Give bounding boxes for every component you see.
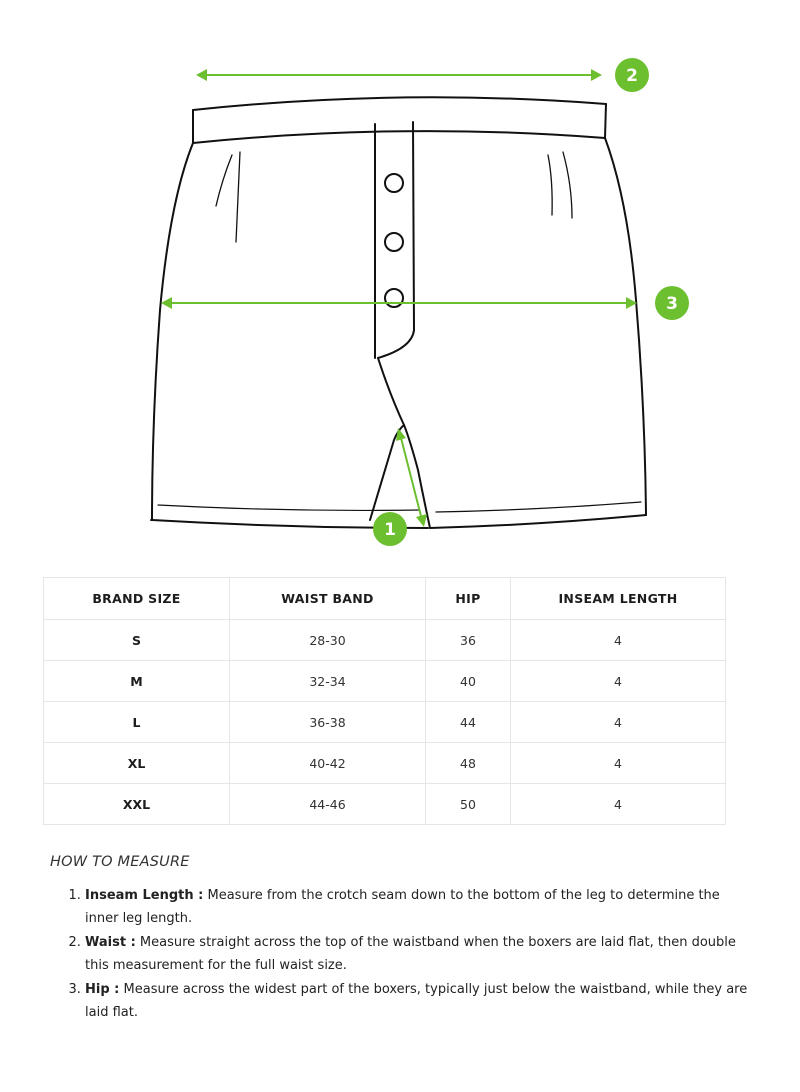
- cell-hip: 36: [426, 620, 511, 661]
- marker-3: [655, 286, 689, 320]
- instruction-text: Measure across the widest part of the boxers, typically just below the waistband, while they are laid flat.: [85, 982, 748, 1020]
- how-to-measure-heading: HOW TO MEASURE: [50, 854, 190, 870]
- table-row: [44, 743, 726, 784]
- cell-hip: 48: [426, 743, 511, 784]
- size-chart-table: [43, 577, 726, 825]
- marker-1-label: 1: [384, 520, 396, 540]
- instruction-term: Inseam Length :: [85, 888, 204, 903]
- cell-inseam: 4: [511, 661, 726, 702]
- table-row: [44, 620, 726, 661]
- marker-2: [615, 58, 649, 92]
- cell-waist: 40-42: [230, 743, 426, 784]
- measurement-arrows: [161, 69, 637, 527]
- cell-waist: 44-46: [230, 784, 426, 825]
- list-item: [85, 978, 750, 1024]
- instruction-text: Measure from the crotch seam down to the bottom of the leg to determine the inner leg length.: [85, 888, 720, 926]
- marker-1: [373, 512, 407, 546]
- table-row: [44, 661, 726, 702]
- cell-inseam: 4: [511, 784, 726, 825]
- table-header-row: [44, 578, 726, 620]
- instruction-term: Hip :: [85, 982, 120, 997]
- cell-size: XXL: [44, 784, 230, 825]
- waist-arrow: [196, 69, 602, 81]
- hip-arrow: [161, 297, 637, 309]
- cell-inseam: 4: [511, 702, 726, 743]
- boxer-shorts-outline: [151, 97, 646, 528]
- cell-size: L: [44, 702, 230, 743]
- table-row: [44, 784, 726, 825]
- header-brand-size: BRAND SIZE: [44, 578, 230, 620]
- button-2: [385, 233, 403, 251]
- instruction-term: Waist :: [85, 935, 136, 950]
- table-row: [44, 702, 726, 743]
- cell-inseam: 4: [511, 743, 726, 784]
- marker-3-label: 3: [666, 294, 678, 314]
- cell-hip: 44: [426, 702, 511, 743]
- cell-inseam: 4: [511, 620, 726, 661]
- list-item: [85, 931, 750, 977]
- inseam-arrow: [396, 428, 427, 527]
- header-hip: HIP: [426, 578, 511, 620]
- cell-size: M: [44, 661, 230, 702]
- cell-hip: 40: [426, 661, 511, 702]
- instruction-text: Measure straight across the top of the waistband when the boxers are laid flat, then double this measurement for the full waist size.: [85, 935, 736, 973]
- list-item: [85, 884, 750, 930]
- cell-waist: 36-38: [230, 702, 426, 743]
- cell-size: S: [44, 620, 230, 661]
- measure-instructions-list: [50, 884, 750, 1024]
- header-waist-band: WAIST BAND: [230, 578, 426, 620]
- cell-size: XL: [44, 743, 230, 784]
- button-3: [385, 289, 403, 307]
- marker-2-label: 2: [626, 66, 638, 86]
- how-to-measure-section: [50, 854, 750, 1025]
- cell-waist: 28-30: [230, 620, 426, 661]
- cell-hip: 50: [426, 784, 511, 825]
- button-1: [385, 174, 403, 192]
- cell-waist: 32-34: [230, 661, 426, 702]
- header-inseam-length: INSEAM LENGTH: [511, 578, 726, 620]
